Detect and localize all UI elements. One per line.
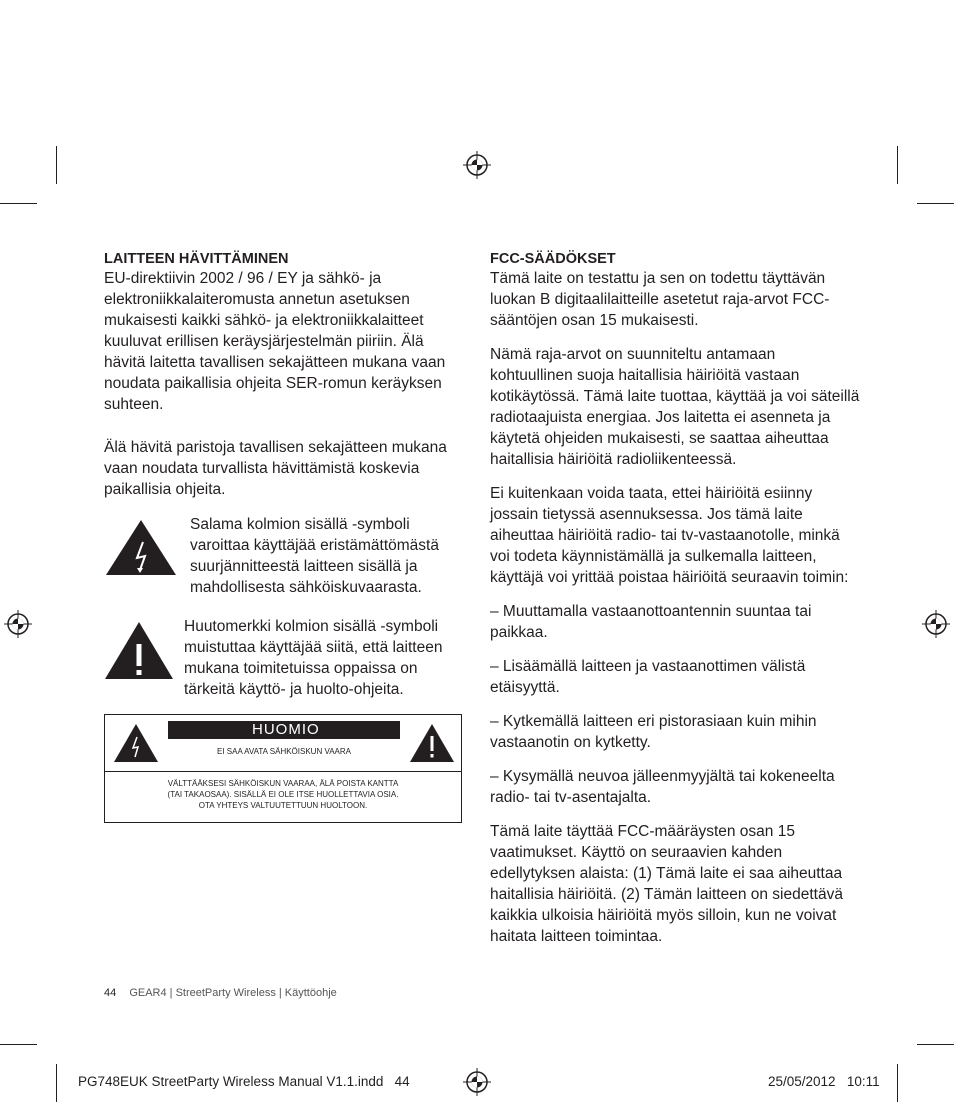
crop-mark bbox=[917, 203, 954, 204]
crop-mark bbox=[917, 1044, 954, 1045]
caution-line: OTA YHTEYS VALTUUTETTUUN HUOLTOON. bbox=[198, 801, 368, 810]
battery-text: Älä hävitä paristoja tavallisen sekajätteen mukana vaan noudata turvallista hävittämistä koskevia paikallisia ohjeita. bbox=[104, 439, 447, 498]
crop-mark bbox=[56, 146, 57, 184]
exclamation-symbol-block bbox=[104, 616, 466, 700]
lightning-text: Salama kolmion sisällä -symboli varoittaa käyttäjää eristämättömästä suurjännitteestä laitteen sisällä ja mahdollisesta sähköiskuvaarasta. bbox=[190, 516, 439, 596]
fcc-list-item: – Lisäämällä laitteen ja vastaanottimen välistä etäisyyttä. bbox=[490, 658, 806, 696]
disposal-text: EU-direktiivin 2002 / 96 / EY ja sähkö- ja elektroniikkalaiteromusta annetun asetuksen mukaisesti kaikki sähkö- ja elektroniikkalaitteet kuuluvat erillisen keräysjärjestelmän piiriin. Älä hävitä laitetta tavallisen sekajätteen mukana vaan noudata paikallisia ohjeita SER-romun keräyksen suhteen. bbox=[104, 270, 446, 413]
caution-label bbox=[104, 714, 462, 823]
page-footer bbox=[104, 987, 337, 999]
lightning-symbol-block bbox=[104, 514, 466, 598]
fcc-paragraph: Ei kuitenkaan voida taata, ettei häiriöitä esiinny jossain tietyssä asennuksessa. Jos tämä laite aiheuttaa häiriöitä radio- tai tv-vastaanotolle, minkä voi todeta käynnistämällä ja sulkemalla laitteen, käyttäjä voi yrittää poistaa häiriöitä seuraavin toimin: bbox=[490, 485, 849, 586]
fcc-heading: FCC-SÄÄDÖKSET bbox=[490, 251, 616, 267]
left-column bbox=[104, 250, 466, 716]
fcc-paragraph: Tämä laite on testattu ja sen on todettu täyttävän luokan B digitaalilaitteille asetetut raja-arvot FCC-sääntöjen osan 15 mukaisesti. bbox=[490, 270, 830, 329]
crop-mark bbox=[897, 146, 898, 184]
disposal-heading: LAITTEEN HÄVITTÄMINEN bbox=[104, 251, 289, 267]
page-number: 44 bbox=[104, 987, 117, 999]
registration-mark-icon bbox=[463, 1068, 491, 1096]
lightning-triangle-icon bbox=[113, 723, 159, 763]
caution-subtitle: EI SAA AVATA SÄHKÖISKUN VAARA bbox=[217, 747, 351, 756]
footer-text: GEAR4 | StreetParty Wireless | Käyttöohje bbox=[129, 987, 337, 999]
exclamation-triangle-icon bbox=[104, 620, 174, 680]
fcc-paragraph: Tämä laite täyttää FCC-määräysten osan 15 vaatimukset. Käyttö on seuraavien kahden edellytyksen alaista: (1) Tämä laite ei saa aiheuttaa haitallisia häiriöitä. (2) Tämän laitteen on siedettävä kaikkia ulkoisia häiriöitä myös silloin, kun ne voivat haitata laitteen toimintaa. bbox=[490, 823, 843, 945]
crop-mark bbox=[897, 1064, 898, 1102]
registration-mark-icon bbox=[4, 610, 32, 638]
exclamation-text: Huutomerkki kolmion sisällä -symboli muistuttaa käyttäjää siitä, että laitteen mukana toimitetuissa oppaissa on tärkeitä käyttö- ja huolto-ohjeita. bbox=[184, 618, 443, 698]
caution-title: HUOMIO bbox=[168, 721, 400, 739]
caution-line: VÄLTTÄÄKSESI SÄHKÖISKUN VAARAA, ÄLÄ POISTA KANTTA bbox=[167, 779, 399, 788]
caution-divider bbox=[105, 771, 461, 772]
exclamation-triangle-icon bbox=[409, 723, 455, 763]
fcc-list-item: – Kytkemällä laitteen eri pistorasiaan kuin mihin vastaanotin on kytketty. bbox=[490, 713, 817, 751]
slug-filename: PG748EUK StreetParty Wireless Manual V1.1.indd 44 bbox=[78, 1074, 410, 1089]
crop-mark bbox=[0, 203, 37, 204]
registration-mark-icon bbox=[463, 151, 491, 179]
fcc-list-item: – Kysymällä neuvoa jälleenmyyjältä tai kokeneelta radio- tai tv-asentajalta. bbox=[490, 768, 835, 806]
crop-mark bbox=[56, 1064, 57, 1102]
lightning-triangle-icon bbox=[104, 518, 178, 576]
slug-datetime: 25/05/2012 10:11 bbox=[768, 1074, 880, 1089]
fcc-paragraph: Nämä raja-arvot on suunniteltu antamaan kohtuullinen suoja haitallisia häiriöitä vastaan kotikäytössä. Tämä laite tuottaa, käyttää ja voi säteillä radiotaajuista energiaa. Jos laitetta ei asenneta ja käytetä ohjeiden mukaisesti, se saattaa aiheuttaa haitallisia häiriöitä radioliikenteessä. bbox=[490, 346, 860, 468]
registration-mark-icon bbox=[922, 610, 950, 638]
caution-line: (TAI TAKAOSAA). SISÄLLÄ EI OLE ITSE HUOLLETTAVIA OSIA. bbox=[167, 790, 399, 799]
right-column bbox=[490, 250, 860, 960]
crop-mark bbox=[0, 1044, 37, 1045]
caution-instructions bbox=[105, 778, 461, 811]
fcc-list-item: – Muuttamalla vastaanottoantennin suuntaa tai paikkaa. bbox=[490, 603, 812, 641]
